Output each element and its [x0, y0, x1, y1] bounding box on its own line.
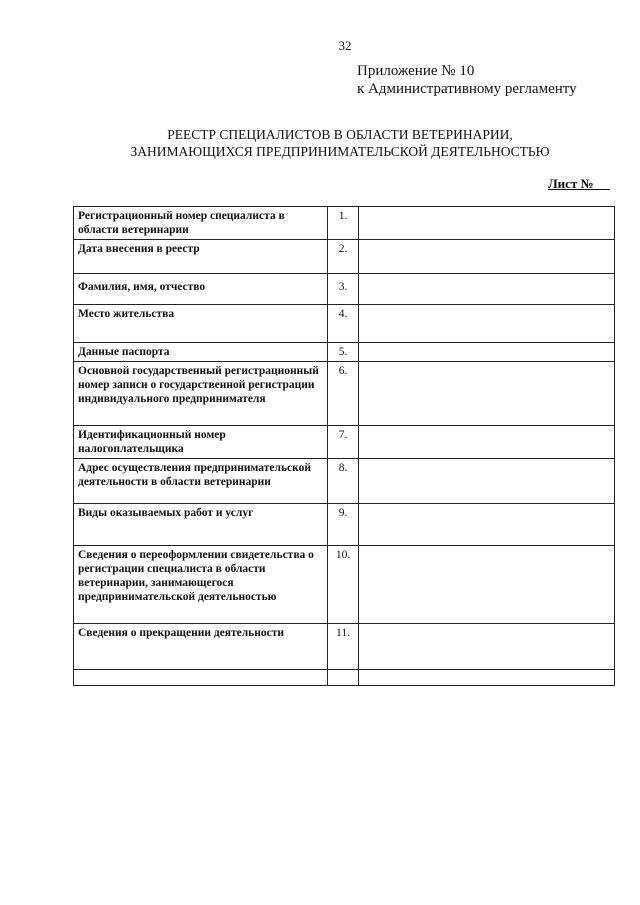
- row-value-cell[interactable]: [359, 343, 615, 362]
- row-number: 10.: [328, 546, 359, 624]
- appendix-header: [357, 62, 577, 98]
- appendix-reference: к Административному регламенту: [357, 81, 577, 97]
- row-value-cell[interactable]: [359, 670, 615, 686]
- table-row: [74, 343, 615, 362]
- title-line-1: РЕЕСТР СПЕЦИАЛИСТОВ В ОБЛАСТИ ВЕТЕРИНАРИИ,: [167, 127, 513, 142]
- row-value-cell[interactable]: [359, 305, 615, 343]
- row-number: 7.: [328, 426, 359, 459]
- row-label: Место жительства: [74, 305, 328, 343]
- row-number: 6.: [328, 362, 359, 426]
- row-number: [328, 670, 359, 686]
- table-row: [74, 207, 615, 240]
- row-number: 9.: [328, 504, 359, 546]
- row-value-cell[interactable]: [359, 274, 615, 305]
- row-value-cell[interactable]: [359, 624, 615, 670]
- row-value-cell[interactable]: [359, 504, 615, 546]
- row-label: Адрес осуществления предпринимательской деятельности в области ветеринарии: [74, 459, 328, 504]
- appendix-number: Приложение № 10: [357, 63, 475, 79]
- table-row: [74, 362, 615, 426]
- document-title: [60, 126, 620, 160]
- row-label: Идентификационный номер налогоплательщика: [74, 426, 328, 459]
- row-value-cell[interactable]: [359, 240, 615, 274]
- row-number: 5.: [328, 343, 359, 362]
- table-row: [74, 624, 615, 670]
- row-label: [74, 670, 328, 686]
- row-label: Виды оказываемых работ и услуг: [74, 504, 328, 546]
- registry-table: [73, 206, 615, 686]
- row-label: Сведения о прекращении деятельности: [74, 624, 328, 670]
- row-label: Фамилия, имя, отчество: [74, 274, 328, 305]
- title-line-2: ЗАНИМАЮЩИХСЯ ПРЕДПРИНИМАТЕЛЬСКОЙ ДЕЯТЕЛЬНОСТЬЮ: [130, 144, 550, 159]
- row-number: 1.: [328, 207, 359, 240]
- table-row: [74, 459, 615, 504]
- page-number: 32: [338, 38, 352, 53]
- row-value-cell[interactable]: [359, 426, 615, 459]
- row-number: 4.: [328, 305, 359, 343]
- table-row: [74, 274, 615, 305]
- row-value-cell[interactable]: [359, 459, 615, 504]
- row-label: Дата внесения в реестр: [74, 240, 328, 274]
- row-label: Сведения о переоформлении свидетельства о регистрации специалиста в области ветеринарии, занимающегося предпринимательской деятельностью: [74, 546, 328, 624]
- row-label: Основной государственный регистрационный номер записи о государственной регистрации индивидуального предпринимателя: [74, 362, 328, 426]
- table-row: [74, 240, 615, 274]
- sheet-number-label: Лист №: [548, 176, 610, 191]
- row-number: 11.: [328, 624, 359, 670]
- row-number: 2.: [328, 240, 359, 274]
- row-value-cell[interactable]: [359, 207, 615, 240]
- table-row: [74, 546, 615, 624]
- row-label: Данные паспорта: [74, 343, 328, 362]
- row-number: 8.: [328, 459, 359, 504]
- table-row: [74, 670, 615, 686]
- row-number: 3.: [328, 274, 359, 305]
- row-label: Регистрационный номер специалиста в области ветеринарии: [74, 207, 328, 240]
- row-value-cell[interactable]: [359, 362, 615, 426]
- table-row: [74, 504, 615, 546]
- row-value-cell[interactable]: [359, 546, 615, 624]
- table-row: [74, 305, 615, 343]
- table-row: [74, 426, 615, 459]
